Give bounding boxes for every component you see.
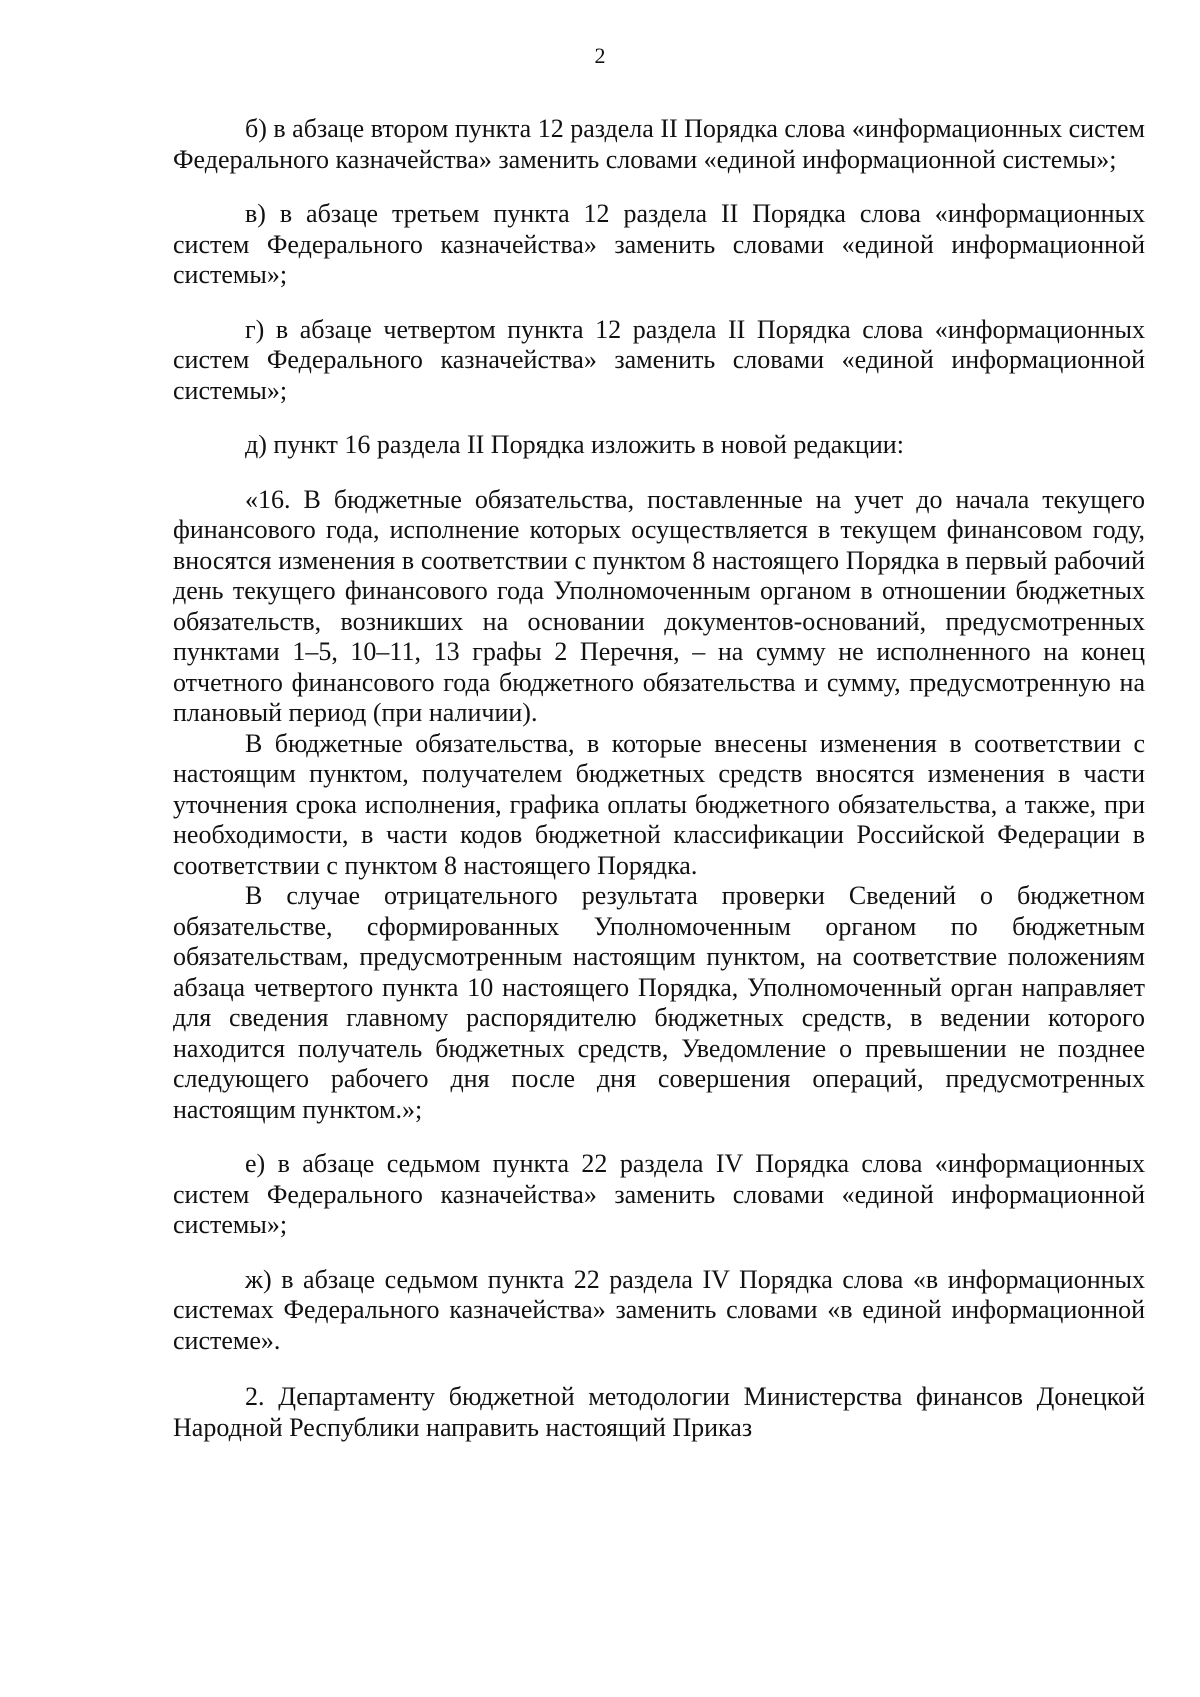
- page-number: 2: [594, 43, 606, 68]
- paragraph-clause-16-third: В случае отрицательного результата проверки Сведений о бюджетном обязательстве, сформированных Уполномоченным органом по бюджетным обязательствам, предусмотренным настоящим пунктом, на соответствие положениям абзаца четвертого пункта 10 настоящего Порядка, Уполномоченный орган направляет для сведения главному распорядителю бюджетных средств, в ведении которого находится получатель бюджетных средств, Уведомление о превышении не позднее следующего рабочего дня после дня совершения операций, предусмотренных настоящим пунктом.»;: [173, 881, 1145, 1124]
- paragraph-v: в) в абзаце третьем пункта 12 раздела II Порядка слова «информационных систем Федерального казначейства» заменить словами «единой информационной системы»;: [173, 199, 1145, 289]
- paragraph-g: г) в абзаце четвертом пункта 12 раздела II Порядка слова «информационных систем Федерального казначейства» заменить словами «единой информационной системы»;: [173, 314, 1145, 405]
- paragraph-clause-16: «16. В бюджетные обязательства, поставленные на учет до начала текущего финансового года, исполнение которых осуществляется в текущем финансовом году, вносятся изменения в соответствии с пунктом 8 настоящего Порядка в первый рабочий день текущего финансового года Уполномоченным органом в отношении бюджетных обязательств, возникших на основании документов-оснований, предусмотренных пунктами 1–5, 10–11, 13 графы 2 Перечня, – на сумму не исполненного на конец отчетного финансового года бюджетного обязательства и сумму, предусмотренную на плановый период (при наличии).: [173, 484, 1145, 727]
- paragraph-d: д) пункт 16 раздела II Порядка изложить в новой редакции:: [245, 430, 904, 459]
- paragraph-clause-16-second: В бюджетные обязательства, в которые внесены изменения в соответствии с настоящим пунктом, получателем бюджетных средств вносятся изменения в части уточнения срока исполнения, графика оплаты бюджетного обязательства, а также, при необходимости, в части кодов бюджетной классификации Российской Федерации в соответствии с пунктом 8 настоящего Порядка.: [173, 728, 1145, 880]
- paragraph-e: е) в абзаце седьмом пункта 22 раздела IV Порядка слова «информационных систем Федерального казначейства» заменить словами «единой информационной системы»;: [173, 1149, 1145, 1239]
- document-body: [173, 114, 1145, 1443]
- paragraph-item-2: 2. Департаменту бюджетной методологии Министерства финансов Донецкой Народной Республики направить настоящий Приказ: [173, 1382, 1145, 1442]
- paragraph-zh: ж) в абзаце седьмом пункта 22 раздела IV Порядка слова «в информационных системах Федерального казначейства» заменить словами «в единой информационной системе».: [173, 1264, 1145, 1355]
- paragraph-b: б) в абзаце втором пункта 12 раздела II Порядка слова «информационных систем Федерального казначейства» заменить словами «единой информационной системы»;: [173, 114, 1145, 174]
